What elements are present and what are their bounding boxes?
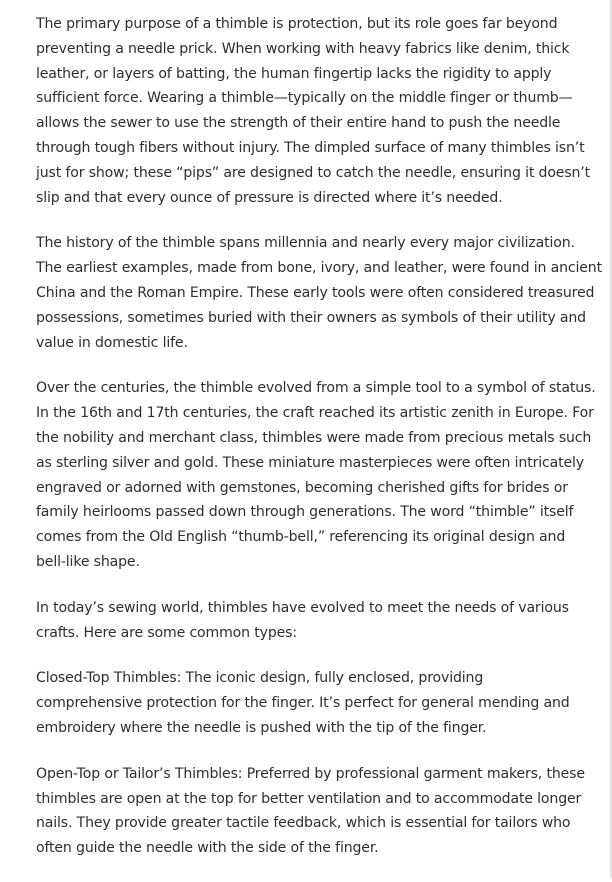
paragraph-open-top: Open-Top or Tailor’s Thimbles: Preferred by professional garment makers, these thimbles are open at the top for better ventilation and to accommodate longer nails. They provide greater tactile feedback, which is essential for tailors who often guide the needle with the side of the finger. [36,765,585,857]
paragraph-closed-top: Closed-Top Thimbles: The iconic design, fully enclosed, providing comprehensive protection for the finger. It’s perfect for general mending and embroidery where the needle is pushed with the tip of the finger. [36,670,570,736]
paragraph-status-symbol: Over the centuries, the thimble evolved from a simple tool to a symbol of status. In the 16th and 17th centuries, the craft reached its artistic zenith in Europe. For the nobility and merchant class, thimbles were made from precious metals such as sterling silver and gold. These miniature masterpieces were often intricately engraved or adorned with gemstones, becoming cherished gifts for brides or family heirlooms passed down through generations. The word “thimble” itself comes from the Old English “thumb-bell,” referencing its original design and bell-like shape. [36,380,596,570]
article-body [36,12,606,882]
paragraph-purpose: The primary purpose of a thimble is protection, but its role goes far beyond preventing a needle prick. When working with heavy fabrics like denim, thick leather, or layers of batting, the human fingertip lacks the rigidity to apply sufficient force. Wearing a thimble—typically on the middle finger or thumb— allows the sewer to use the strength of their entire hand to push the needle through tough fibers without injury. The dimpled surface of many thimbles isn’t just for show; these “pips” are designed to catch the needle, ensuring it doesn’t slip and that every ounce of pressure is directed where it’s needed. [36,16,591,206]
paragraph-modern-types-intro: In today’s sewing world, thimbles have evolved to meet the needs of various crafts. Here are some common types: [36,599,569,641]
paragraph-history: The history of the thimble spans millennia and nearly every major civilization. The earliest examples, made from bone, ivory, and leather, were found in ancient China and the Roman Empire. These early tools were often considered treasured possessions, sometimes buried with their owners as symbols of their utility and value in domestic life. [36,235,602,351]
